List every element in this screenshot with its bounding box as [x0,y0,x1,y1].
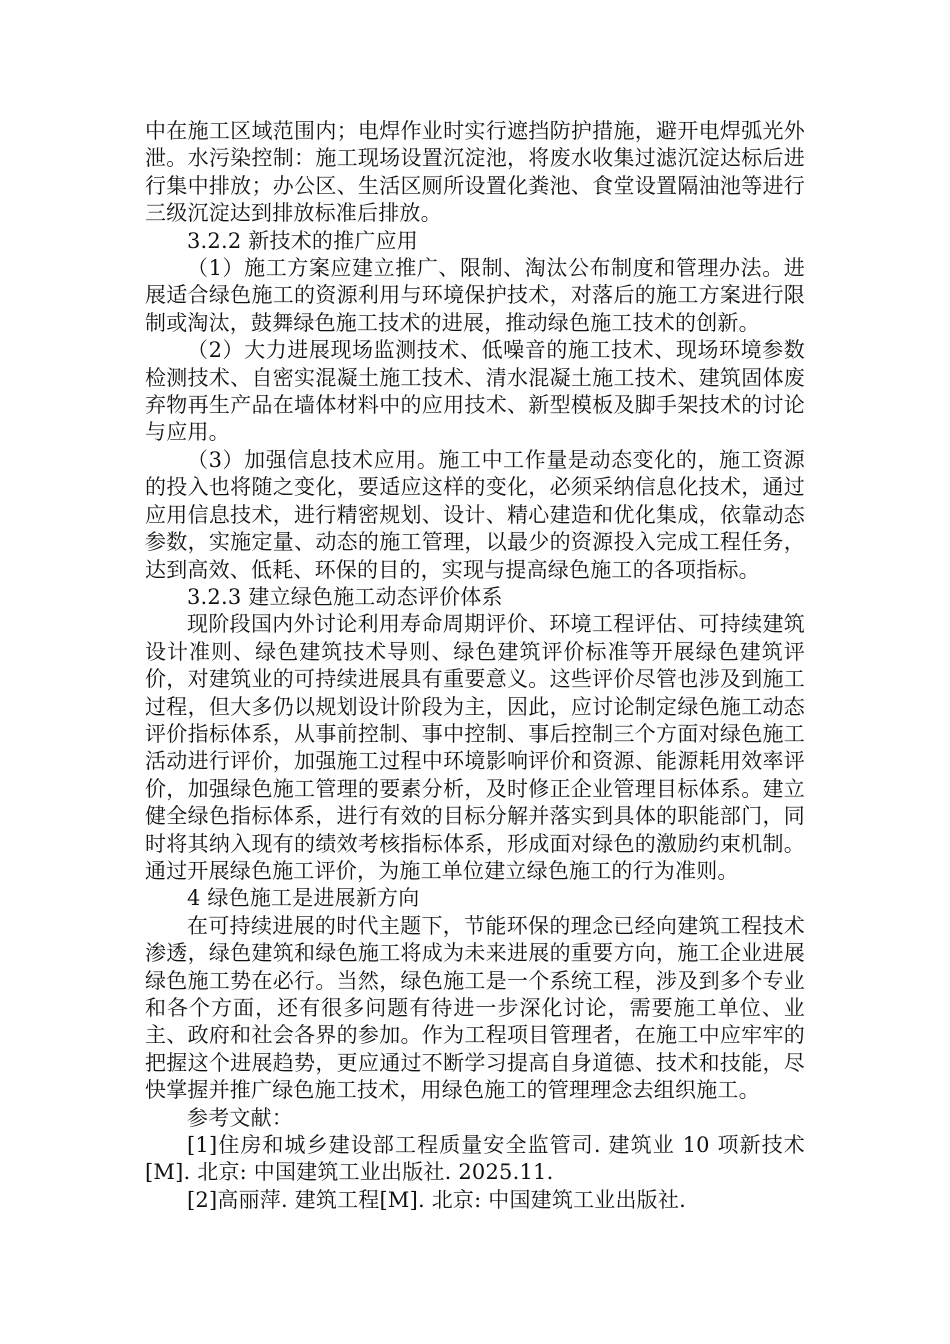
paragraph-3-2-2-item-1: （1）施工方案应建立推广、限制、淘汰公布制度和管理办法。进展适合绿色施工的资源利用与环境保护技术，对落后的施工方案进行限制或淘汰，鼓舞绿色施工技术的进展，推动绿色施工技术的创新。 [145,256,805,335]
paragraph-4: 在可持续进展的时代主题下，节能环保的理念已经向建筑工程技术渗透，绿色建筑和绿色施工将成为未来进展的重要方向，施工企业进展绿色施工势在必行。当然，绿色施工是一个系统工程，涉及到多个专业和各个方面，还有很多问题有待进一步深化讨论，需要施工单位、业主、政府和社会各界的参加。作为工程项目管理者，在施工中应牢牢的把握这个进展趋势，更应通过不断学习提高自身道德、技术和技能，尽快掌握并推广绿色施工技术，用绿色施工的管理理念去组织施工。 [145,913,805,1103]
reference-item-1: [1]住房和城乡建设部工程质量安全监管司. 建筑业 10 项新技术[M]. 北京: 中国建筑工业出版社. 2025.11. [145,1133,805,1185]
references-title: 参考文献： [187,1105,293,1130]
reference-item-2: [2]高丽萍. 建筑工程[M]. 北京: 中国建筑工业出版社. [187,1187,686,1212]
document-page [145,118,805,1214]
section-heading-3-2-2: 3.2.2 新技术的推广应用 [187,228,418,253]
paragraph-3-2-2-item-2: （2）大力进展现场监测技术、低噪音的施工技术、现场环境参数检测技术、自密实混凝土施工技术、清水混凝土施工技术、建筑固体废弃物再生产品在墙体材料中的应用技术、新型模板及脚手架技术的讨论与应用。 [145,338,805,445]
paragraph-3-2-2-item-3: （3）加强信息技术应用。施工中工作量是动态变化的，施工资源的投入也将随之变化，要适应这样的变化，必须采纳信息化技术，通过应用信息技术，进行精密规划、设计、精心建造和优化集成，依靠动态参数，实施定量、动态的施工管理，以最少的资源投入完成工程任务，达到高效、低耗、环保的目的，实现与提高绿色施工的各项指标。 [145,447,805,582]
section-heading-4: 4 绿色施工是进展新方向 [187,886,420,911]
section-heading-3-2-3: 3.2.3 建立绿色施工动态评价体系 [187,584,503,609]
paragraph-continued: 中在施工区域范围内；电焊作业时实行遮挡防护措施，避开电焊弧光外泄。水污染控制：施工现场设置沉淀池，将废水收集过滤沉淀达标后进行集中排放；办公区、生活区厕所设置化粪池、食堂设置隔油池等进行三级沉淀达到排放标准后排放。 [145,119,805,226]
paragraph-3-2-3: 现阶段国内外讨论利用寿命周期评价、环境工程评估、可持续建筑设计准则、绿色建筑技术导则、绿色建筑评价标准等开展绿色建筑评价，对建筑业的可持续进展具有重要意义。这些评价尽管也涉及到施工过程，但大多仍以规划设计阶段为主，因此，应讨论制定绿色施工动态评价指标体系，从事前控制、事中控制、事后控制三个方面对绿色施工活动进行评价，加强施工过程中环境影响评价和资源、能源耗用效率评价，加强绿色施工管理的要素分析，及时修正企业管理目标体系。建立健全绿色指标体系，进行有效的目标分解并落实到具体的职能部门，同时将其纳入现有的绩效考核指标体系，形成面对绿色的激励约束机制。通过开展绿色施工评价，为施工单位建立绿色施工的行为准则。 [145,612,805,883]
